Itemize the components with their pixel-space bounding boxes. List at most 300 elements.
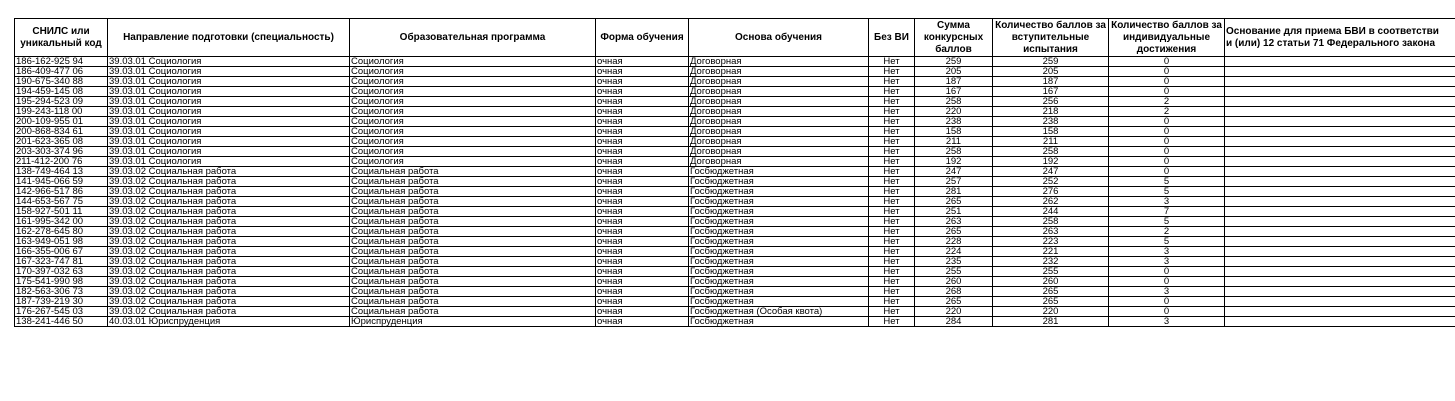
cell-exam-score: 167	[993, 87, 1109, 97]
table-row	[15, 97, 1455, 107]
cell-direction: 39.03.02 Социальная работа	[108, 197, 350, 207]
cell-basis-bvi	[1225, 127, 1455, 137]
cell-no-exam: Нет	[869, 307, 915, 317]
cell-snils: 141-945-066 59	[15, 177, 108, 187]
cell-basis: Госбюджетная	[689, 267, 869, 277]
cell-basis-bvi	[1225, 177, 1455, 187]
cell-total-score: 187	[915, 77, 993, 87]
cell-basis-bvi	[1225, 247, 1455, 257]
table-row	[15, 187, 1455, 197]
cell-basis: Госбюджетная	[689, 247, 869, 257]
cell-direction: 39.03.02 Социальная работа	[108, 227, 350, 237]
cell-basis-bvi	[1225, 267, 1455, 277]
header-total-score: Сумма конкурсных баллов	[915, 19, 993, 57]
cell-achievements: 0	[1109, 277, 1225, 287]
cell-achievements: 0	[1109, 267, 1225, 277]
cell-basis: Госбюджетная	[689, 177, 869, 187]
cell-no-exam: Нет	[869, 297, 915, 307]
cell-direction: 39.03.02 Социальная работа	[108, 187, 350, 197]
cell-no-exam: Нет	[869, 137, 915, 147]
cell-basis-bvi	[1225, 137, 1455, 147]
cell-achievements: 5	[1109, 237, 1225, 247]
cell-no-exam: Нет	[869, 117, 915, 127]
cell-direction: 39.03.02 Социальная работа	[108, 267, 350, 277]
cell-basis-bvi	[1225, 307, 1455, 317]
cell-snils: 166-355-006 67	[15, 247, 108, 257]
cell-basis-bvi	[1225, 197, 1455, 207]
cell-direction: 39.03.01 Социология	[108, 117, 350, 127]
cell-no-exam: Нет	[869, 157, 915, 167]
cell-total-score: 192	[915, 157, 993, 167]
cell-exam-score: 258	[993, 217, 1109, 227]
cell-exam-score: 238	[993, 117, 1109, 127]
cell-direction: 39.03.02 Социальная работа	[108, 307, 350, 317]
cell-basis-bvi	[1225, 117, 1455, 127]
cell-basis: Договорная	[689, 67, 869, 77]
cell-exam-score: 262	[993, 197, 1109, 207]
cell-snils: 158-927-501 11	[15, 207, 108, 217]
cell-program: Социология	[350, 77, 596, 87]
cell-total-score: 265	[915, 297, 993, 307]
cell-basis: Договорная	[689, 107, 869, 117]
cell-total-score: 265	[915, 197, 993, 207]
cell-basis: Договорная	[689, 117, 869, 127]
table-row	[15, 257, 1455, 267]
table-row	[15, 117, 1455, 127]
header-basis-bvi	[1225, 19, 1455, 57]
table-row	[15, 227, 1455, 237]
cell-achievements: 0	[1109, 117, 1225, 127]
table-row	[15, 247, 1455, 257]
cell-form: очная	[596, 157, 689, 167]
header-direction: Направление подготовки (специальность)	[108, 19, 350, 57]
cell-form: очная	[596, 197, 689, 207]
cell-achievements: 0	[1109, 297, 1225, 307]
cell-program: Социальная работа	[350, 217, 596, 227]
cell-snils: 161-995-342 00	[15, 217, 108, 227]
cell-basis: Договорная	[689, 57, 869, 67]
cell-exam-score: 265	[993, 287, 1109, 297]
cell-exam-score: 221	[993, 247, 1109, 257]
cell-no-exam: Нет	[869, 177, 915, 187]
cell-form: очная	[596, 237, 689, 247]
cell-basis: Госбюджетная	[689, 287, 869, 297]
cell-program: Социальная работа	[350, 227, 596, 237]
cell-basis: Госбюджетная	[689, 237, 869, 247]
cell-total-score: 263	[915, 217, 993, 227]
cell-total-score: 257	[915, 177, 993, 187]
cell-program: Социальная работа	[350, 197, 596, 207]
cell-form: очная	[596, 137, 689, 147]
cell-achievements: 0	[1109, 77, 1225, 87]
cell-no-exam: Нет	[869, 317, 915, 327]
applicants-table	[14, 18, 1455, 327]
cell-program: Юриспруденция	[350, 317, 596, 327]
cell-program: Социальная работа	[350, 307, 596, 317]
cell-form: очная	[596, 107, 689, 117]
cell-no-exam: Нет	[869, 187, 915, 197]
cell-form: очная	[596, 227, 689, 237]
cell-achievements: 0	[1109, 127, 1225, 137]
cell-basis: Договорная	[689, 87, 869, 97]
cell-exam-score: 220	[993, 307, 1109, 317]
table-row	[15, 267, 1455, 277]
cell-exam-score: 192	[993, 157, 1109, 167]
cell-program: Социальная работа	[350, 297, 596, 307]
cell-program: Социальная работа	[350, 257, 596, 267]
cell-exam-score: 205	[993, 67, 1109, 77]
cell-direction: 39.03.01 Социология	[108, 137, 350, 147]
cell-total-score: 251	[915, 207, 993, 217]
cell-no-exam: Нет	[869, 287, 915, 297]
cell-direction: 39.03.02 Социальная работа	[108, 177, 350, 187]
cell-exam-score: 281	[993, 317, 1109, 327]
cell-snils: 187-739-219 30	[15, 297, 108, 307]
header-basis-bvi-line1: Основание для приема БВИ в соответстви	[1226, 25, 1439, 37]
table-row	[15, 237, 1455, 247]
cell-program: Социальная работа	[350, 167, 596, 177]
cell-basis: Госбюджетная	[689, 227, 869, 237]
cell-program: Социальная работа	[350, 187, 596, 197]
cell-basis-bvi	[1225, 217, 1455, 227]
cell-snils: 200-109-955 01	[15, 117, 108, 127]
cell-direction: 39.03.02 Социальная работа	[108, 217, 350, 227]
cell-basis: Договорная	[689, 137, 869, 147]
cell-total-score: 235	[915, 257, 993, 267]
cell-form: очная	[596, 307, 689, 317]
cell-basis: Госбюджетная (Особая квота)	[689, 307, 869, 317]
cell-basis: Договорная	[689, 157, 869, 167]
cell-exam-score: 259	[993, 57, 1109, 67]
cell-basis-bvi	[1225, 77, 1455, 87]
cell-no-exam: Нет	[869, 197, 915, 207]
cell-program: Социальная работа	[350, 277, 596, 287]
cell-snils: 186-409-477 06	[15, 67, 108, 77]
cell-no-exam: Нет	[869, 77, 915, 87]
cell-direction: 39.03.01 Социология	[108, 157, 350, 167]
header-achievements: Количество баллов за индивидуальные достижения	[1109, 19, 1225, 57]
cell-snils: 182-563-306 73	[15, 287, 108, 297]
cell-achievements: 3	[1109, 197, 1225, 207]
cell-direction: 39.03.01 Социология	[108, 57, 350, 67]
cell-basis-bvi	[1225, 237, 1455, 247]
cell-exam-score: 276	[993, 187, 1109, 197]
table-row	[15, 157, 1455, 167]
cell-exam-score: 211	[993, 137, 1109, 147]
cell-direction: 39.03.02 Социальная работа	[108, 287, 350, 297]
cell-basis: Договорная	[689, 147, 869, 157]
cell-basis: Госбюджетная	[689, 207, 869, 217]
cell-snils: 194-459-145 08	[15, 87, 108, 97]
cell-total-score: 258	[915, 97, 993, 107]
cell-achievements: 5	[1109, 217, 1225, 227]
cell-snils: 170-397-032 63	[15, 267, 108, 277]
cell-basis-bvi	[1225, 317, 1455, 327]
cell-achievements: 3	[1109, 287, 1225, 297]
header-program: Образовательная программа	[350, 19, 596, 57]
cell-exam-score: 260	[993, 277, 1109, 287]
cell-program: Социология	[350, 57, 596, 67]
header-basis: Основа обучения	[689, 19, 869, 57]
cell-snils: 200-868-834 61	[15, 127, 108, 137]
table-row	[15, 307, 1455, 317]
cell-total-score: 247	[915, 167, 993, 177]
cell-basis: Госбюджетная	[689, 297, 869, 307]
table-row	[15, 87, 1455, 97]
cell-form: очная	[596, 267, 689, 277]
cell-exam-score: 263	[993, 227, 1109, 237]
cell-total-score: 211	[915, 137, 993, 147]
cell-achievements: 0	[1109, 87, 1225, 97]
cell-program: Социальная работа	[350, 267, 596, 277]
cell-total-score: 205	[915, 67, 993, 77]
cell-no-exam: Нет	[869, 147, 915, 157]
cell-basis-bvi	[1225, 297, 1455, 307]
cell-form: очная	[596, 67, 689, 77]
cell-exam-score: 265	[993, 297, 1109, 307]
cell-program: Социология	[350, 87, 596, 97]
cell-exam-score: 218	[993, 107, 1109, 117]
cell-snils: 162-278-645 80	[15, 227, 108, 237]
cell-basis: Госбюджетная	[689, 217, 869, 227]
cell-exam-score: 187	[993, 77, 1109, 87]
cell-basis-bvi	[1225, 167, 1455, 177]
cell-form: очная	[596, 77, 689, 87]
cell-achievements: 0	[1109, 157, 1225, 167]
cell-form: очная	[596, 297, 689, 307]
cell-achievements: 2	[1109, 227, 1225, 237]
cell-snils: 175-541-990 98	[15, 277, 108, 287]
cell-form: очная	[596, 287, 689, 297]
cell-form: очная	[596, 127, 689, 137]
cell-direction: 39.03.01 Социология	[108, 87, 350, 97]
cell-snils: 203-303-374 96	[15, 147, 108, 157]
cell-achievements: 0	[1109, 67, 1225, 77]
cell-form: очная	[596, 217, 689, 227]
cell-direction: 39.03.02 Социальная работа	[108, 257, 350, 267]
table-row	[15, 147, 1455, 157]
cell-snils: 176-267-545 03	[15, 307, 108, 317]
cell-basis: Госбюджетная	[689, 167, 869, 177]
cell-no-exam: Нет	[869, 67, 915, 77]
cell-snils: 163-949-051 98	[15, 237, 108, 247]
cell-total-score: 260	[915, 277, 993, 287]
cell-exam-score: 232	[993, 257, 1109, 267]
table-row	[15, 77, 1455, 87]
cell-form: очная	[596, 317, 689, 327]
table-row	[15, 57, 1455, 67]
header-row	[15, 19, 1455, 57]
cell-direction: 39.03.02 Социальная работа	[108, 237, 350, 247]
cell-snils: 199-243-118 00	[15, 107, 108, 117]
cell-total-score: 220	[915, 107, 993, 117]
table-row	[15, 167, 1455, 177]
cell-exam-score: 223	[993, 237, 1109, 247]
cell-program: Социология	[350, 67, 596, 77]
cell-no-exam: Нет	[869, 237, 915, 247]
cell-achievements: 3	[1109, 257, 1225, 267]
table-row	[15, 67, 1455, 77]
cell-program: Социология	[350, 107, 596, 117]
cell-program: Социальная работа	[350, 287, 596, 297]
cell-exam-score: 255	[993, 267, 1109, 277]
cell-achievements: 0	[1109, 137, 1225, 147]
table-body	[15, 57, 1455, 327]
cell-basis-bvi	[1225, 257, 1455, 267]
header-snils: СНИЛС или уникальный код	[15, 19, 108, 57]
table-row	[15, 137, 1455, 147]
cell-achievements: 7	[1109, 207, 1225, 217]
cell-basis: Договорная	[689, 77, 869, 87]
cell-snils: 211-412-200 76	[15, 157, 108, 167]
table-row	[15, 107, 1455, 117]
cell-basis-bvi	[1225, 157, 1455, 167]
table-row	[15, 207, 1455, 217]
cell-no-exam: Нет	[869, 207, 915, 217]
cell-exam-score: 252	[993, 177, 1109, 187]
cell-total-score: 265	[915, 227, 993, 237]
cell-basis-bvi	[1225, 287, 1455, 297]
cell-program: Социология	[350, 97, 596, 107]
cell-direction: 40.03.01 Юриспруденция	[108, 317, 350, 327]
cell-form: очная	[596, 147, 689, 157]
cell-total-score: 259	[915, 57, 993, 67]
cell-no-exam: Нет	[869, 217, 915, 227]
cell-no-exam: Нет	[869, 87, 915, 97]
cell-no-exam: Нет	[869, 267, 915, 277]
table-row	[15, 297, 1455, 307]
cell-total-score: 167	[915, 87, 993, 97]
cell-program: Социология	[350, 157, 596, 167]
table-row	[15, 317, 1455, 327]
cell-form: очная	[596, 117, 689, 127]
cell-total-score: 220	[915, 307, 993, 317]
cell-total-score: 224	[915, 247, 993, 257]
cell-basis: Госбюджетная	[689, 317, 869, 327]
table-row	[15, 127, 1455, 137]
table-row	[15, 287, 1455, 297]
cell-direction: 39.03.02 Социальная работа	[108, 167, 350, 177]
table-row	[15, 217, 1455, 227]
cell-basis-bvi	[1225, 207, 1455, 217]
cell-no-exam: Нет	[869, 57, 915, 67]
cell-total-score: 255	[915, 267, 993, 277]
cell-snils: 195-294-523 09	[15, 97, 108, 107]
header-no-exam: Без ВИ	[869, 19, 915, 57]
cell-direction: 39.03.02 Социальная работа	[108, 277, 350, 287]
cell-snils: 167-323-747 81	[15, 257, 108, 267]
cell-achievements: 5	[1109, 187, 1225, 197]
cell-form: очная	[596, 97, 689, 107]
cell-basis-bvi	[1225, 57, 1455, 67]
cell-basis: Договорная	[689, 127, 869, 137]
cell-total-score: 238	[915, 117, 993, 127]
cell-direction: 39.03.01 Социология	[108, 67, 350, 77]
cell-achievements: 5	[1109, 177, 1225, 187]
cell-form: очная	[596, 87, 689, 97]
cell-form: очная	[596, 277, 689, 287]
cell-program: Социальная работа	[350, 237, 596, 247]
cell-basis-bvi	[1225, 147, 1455, 157]
cell-direction: 39.03.01 Социология	[108, 147, 350, 157]
table-row	[15, 277, 1455, 287]
cell-form: очная	[596, 187, 689, 197]
cell-form: очная	[596, 57, 689, 67]
cell-basis-bvi	[1225, 277, 1455, 287]
cell-total-score: 281	[915, 187, 993, 197]
cell-program: Социология	[350, 147, 596, 157]
cell-total-score: 284	[915, 317, 993, 327]
cell-snils: 142-966-517 86	[15, 187, 108, 197]
cell-snils: 190-675-340 88	[15, 77, 108, 87]
cell-form: очная	[596, 247, 689, 257]
cell-form: очная	[596, 177, 689, 187]
cell-exam-score: 247	[993, 167, 1109, 177]
cell-basis-bvi	[1225, 87, 1455, 97]
cell-direction: 39.03.01 Социология	[108, 77, 350, 87]
cell-exam-score: 158	[993, 127, 1109, 137]
cell-achievements: 0	[1109, 167, 1225, 177]
cell-basis-bvi	[1225, 187, 1455, 197]
header-exam-score: Количество баллов за вступительные испытания	[993, 19, 1109, 57]
cell-achievements: 0	[1109, 307, 1225, 317]
cell-snils: 144-653-567 75	[15, 197, 108, 207]
cell-direction: 39.03.02 Социальная работа	[108, 247, 350, 257]
cell-no-exam: Нет	[869, 247, 915, 257]
cell-achievements: 2	[1109, 97, 1225, 107]
cell-no-exam: Нет	[869, 127, 915, 137]
cell-achievements: 2	[1109, 107, 1225, 117]
cell-form: очная	[596, 167, 689, 177]
cell-total-score: 228	[915, 237, 993, 247]
cell-snils: 138-749-464 13	[15, 167, 108, 177]
cell-no-exam: Нет	[869, 227, 915, 237]
cell-no-exam: Нет	[869, 97, 915, 107]
cell-program: Социология	[350, 127, 596, 137]
cell-achievements: 0	[1109, 147, 1225, 157]
cell-achievements: 3	[1109, 317, 1225, 327]
cell-program: Социология	[350, 137, 596, 147]
cell-exam-score: 256	[993, 97, 1109, 107]
cell-basis: Госбюджетная	[689, 277, 869, 287]
cell-program: Социальная работа	[350, 247, 596, 257]
cell-basis-bvi	[1225, 97, 1455, 107]
cell-basis: Госбюджетная	[689, 187, 869, 197]
cell-basis-bvi	[1225, 227, 1455, 237]
cell-exam-score: 258	[993, 147, 1109, 157]
cell-program: Социология	[350, 117, 596, 127]
cell-basis-bvi	[1225, 67, 1455, 77]
cell-direction: 39.03.02 Социальная работа	[108, 207, 350, 217]
table-row	[15, 197, 1455, 207]
header-form: Форма обучения	[596, 19, 689, 57]
cell-exam-score: 244	[993, 207, 1109, 217]
cell-form: очная	[596, 207, 689, 217]
cell-basis: Госбюджетная	[689, 257, 869, 267]
cell-direction: 39.03.01 Социология	[108, 97, 350, 107]
cell-total-score: 158	[915, 127, 993, 137]
header-basis-bvi-line2: и (или) 12 статьи 71 Федерального закона	[1226, 37, 1436, 49]
cell-no-exam: Нет	[869, 257, 915, 267]
cell-basis: Договорная	[689, 97, 869, 107]
cell-snils: 186-162-925 94	[15, 57, 108, 67]
cell-basis: Госбюджетная	[689, 197, 869, 207]
cell-achievements: 0	[1109, 57, 1225, 67]
cell-program: Социальная работа	[350, 207, 596, 217]
cell-achievements: 3	[1109, 247, 1225, 257]
cell-direction: 39.03.02 Социальная работа	[108, 297, 350, 307]
cell-form: очная	[596, 257, 689, 267]
